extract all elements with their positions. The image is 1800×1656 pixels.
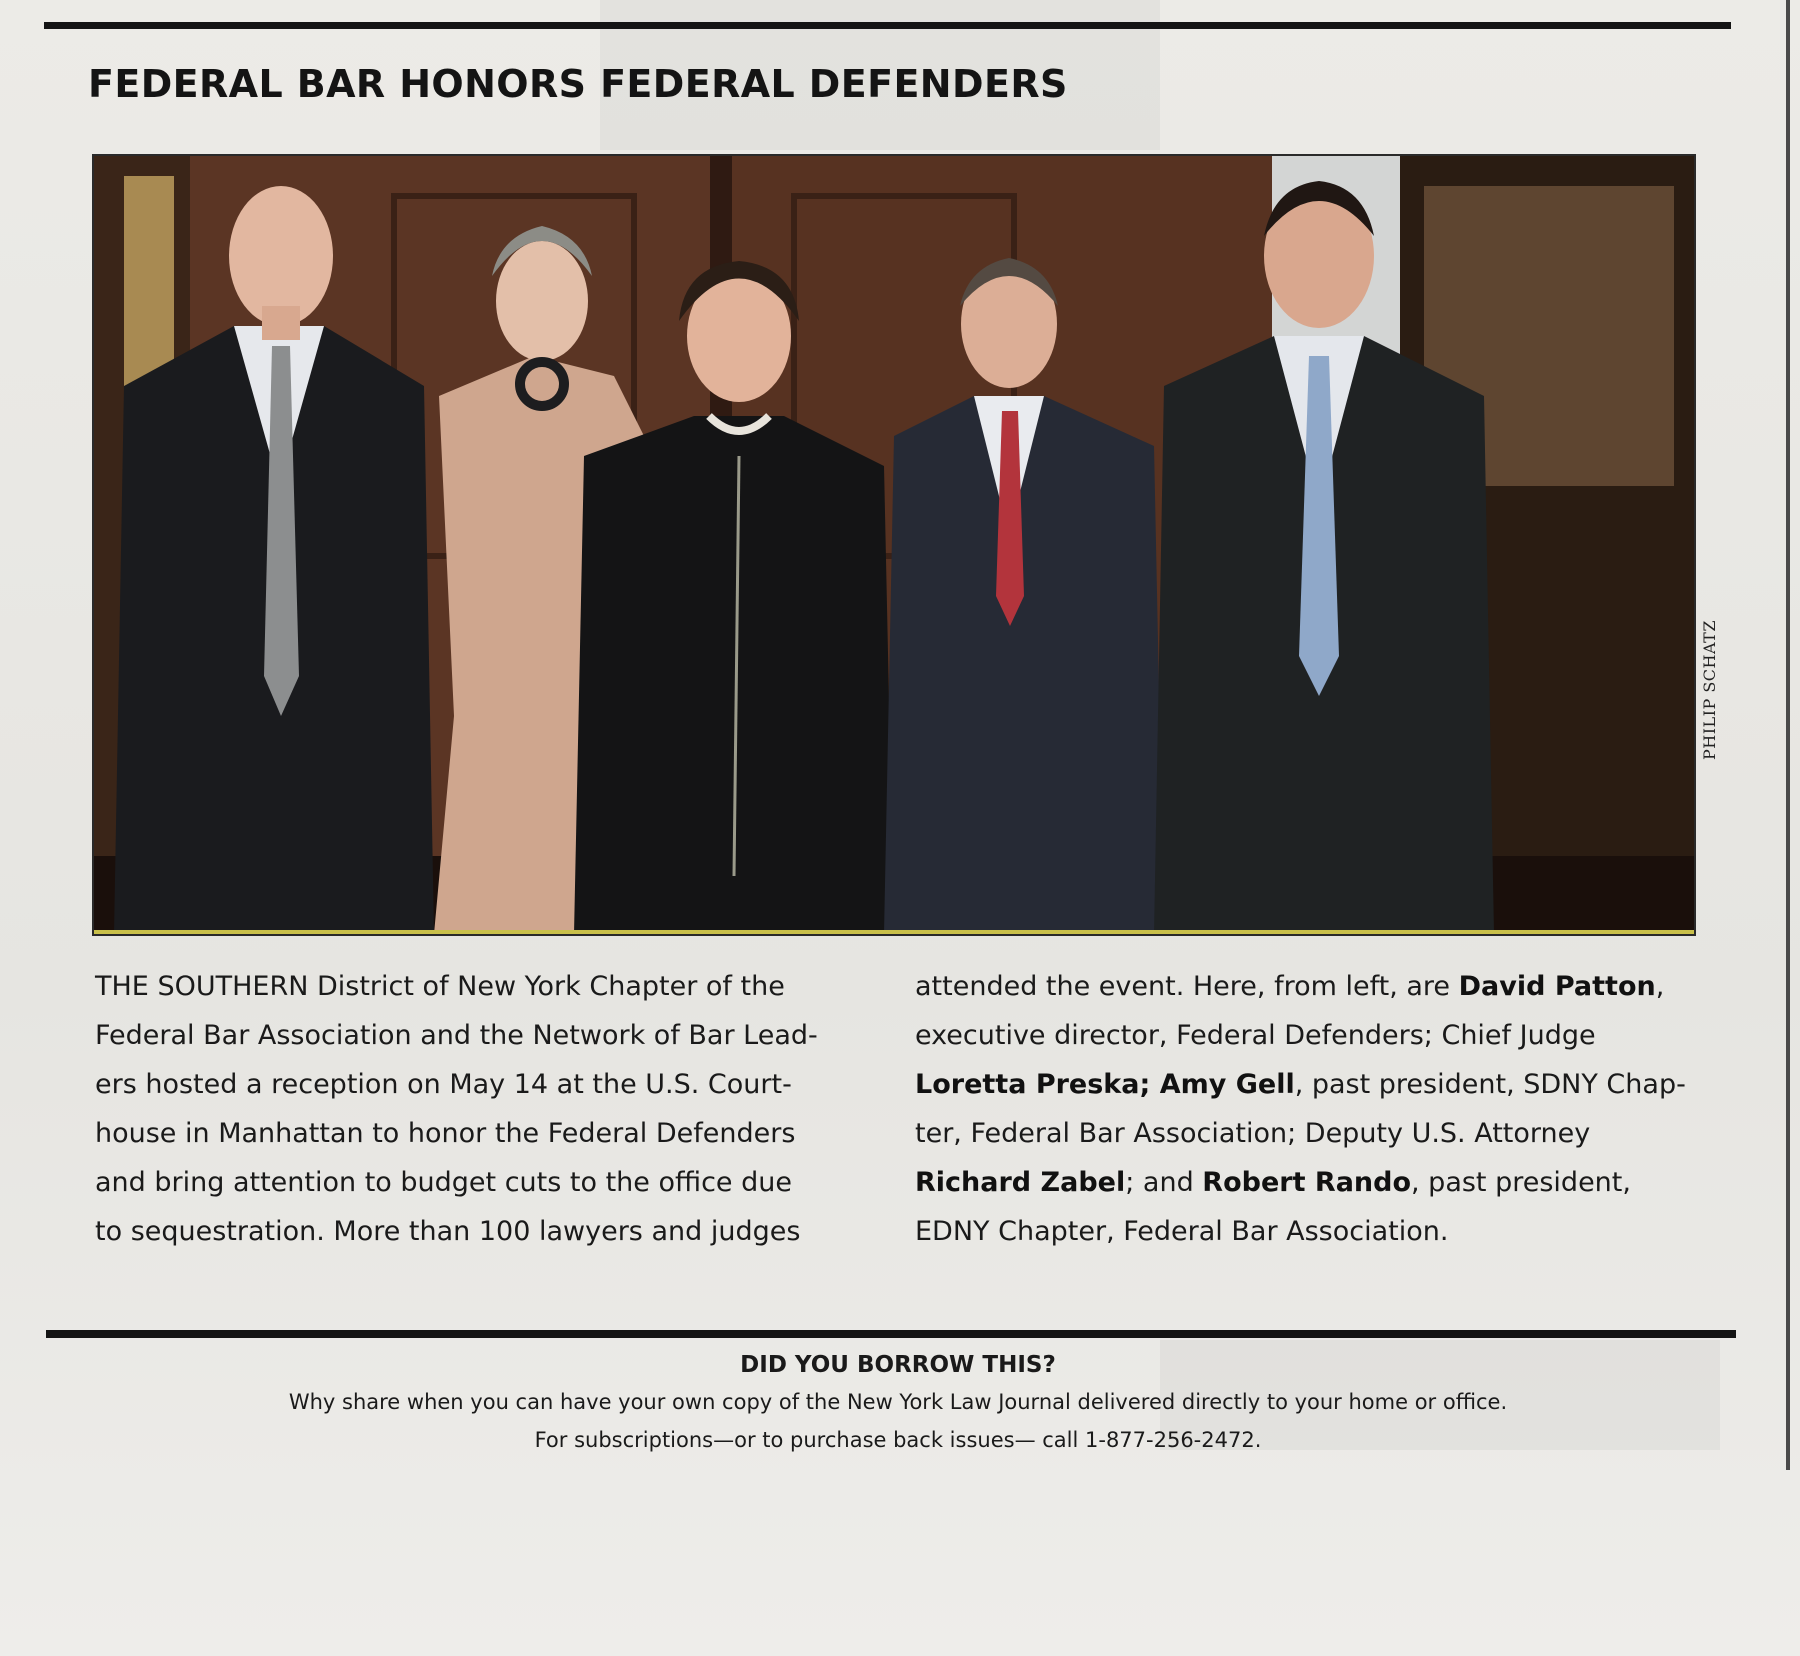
photo-credit: PHILIP SCHATZ <box>1700 620 1719 760</box>
promo-line: Why share when you can have your own copy of the New York Law Journal delivered directly to your home or office. <box>288 1390 1508 1414</box>
name-richard-zabel: Richard Zabel <box>915 1167 1126 1198</box>
caption-line: house in Manhattan to honor the Federal Defenders <box>95 1118 796 1149</box>
caption-line: and bring attention to budget cuts to the office due <box>95 1167 792 1198</box>
article-headline: FEDERAL BAR HONORS FEDERAL DEFENDERS <box>88 62 1068 106</box>
promo-title: DID YOU BORROW THIS? <box>740 1352 1056 1378</box>
caption-line: THE SOUTHERN District of New York Chapter of the <box>95 971 785 1002</box>
promo-rule <box>46 1330 1736 1338</box>
caption-left-column <box>95 962 875 1256</box>
caption-line: executive director, Federal Defenders; Chief Judge <box>915 1020 1596 1051</box>
caption-text: ; and <box>1125 1167 1203 1198</box>
top-rule <box>44 22 1731 29</box>
name-robert-rando: Robert Rando <box>1202 1167 1412 1198</box>
promo-phone-line: For subscriptions—or to purchase back issues— call 1-877-256-2472. <box>534 1428 1262 1452</box>
caption-right-column <box>915 962 1695 1256</box>
caption-line: ter, Federal Bar Association; Deputy U.S. Attorney <box>915 1118 1591 1149</box>
caption-text: , past president, <box>1411 1167 1631 1198</box>
caption-text: , past president, SDNY Chap- <box>1294 1069 1686 1100</box>
caption-line <box>915 1158 1695 1207</box>
group-photo-illustration <box>94 156 1694 934</box>
page-edge <box>1786 0 1790 1470</box>
caption-line: EDNY Chapter, Federal Bar Association. <box>915 1216 1449 1247</box>
caption-separator: ; <box>1139 1069 1160 1100</box>
caption-line: ers hosted a reception on May 14 at the U.S. Court- <box>95 1069 792 1100</box>
caption-line <box>915 962 1695 1011</box>
caption-text: attended the event. Here, from left, are <box>915 971 1459 1002</box>
caption-line: Federal Bar Association and the Network of Bar Lead- <box>95 1020 818 1051</box>
caption-line <box>915 1060 1695 1109</box>
subscription-promo <box>48 1347 1748 1459</box>
name-amy-gell: Amy Gell <box>1159 1069 1295 1100</box>
name-loretta-preska: Loretta Preska <box>915 1069 1140 1100</box>
article-photo <box>92 154 1696 936</box>
caption-line: to sequestration. More than 100 lawyers and judges <box>95 1216 801 1247</box>
caption-text: , <box>1655 971 1665 1002</box>
name-david-patton: David Patton <box>1458 971 1656 1002</box>
